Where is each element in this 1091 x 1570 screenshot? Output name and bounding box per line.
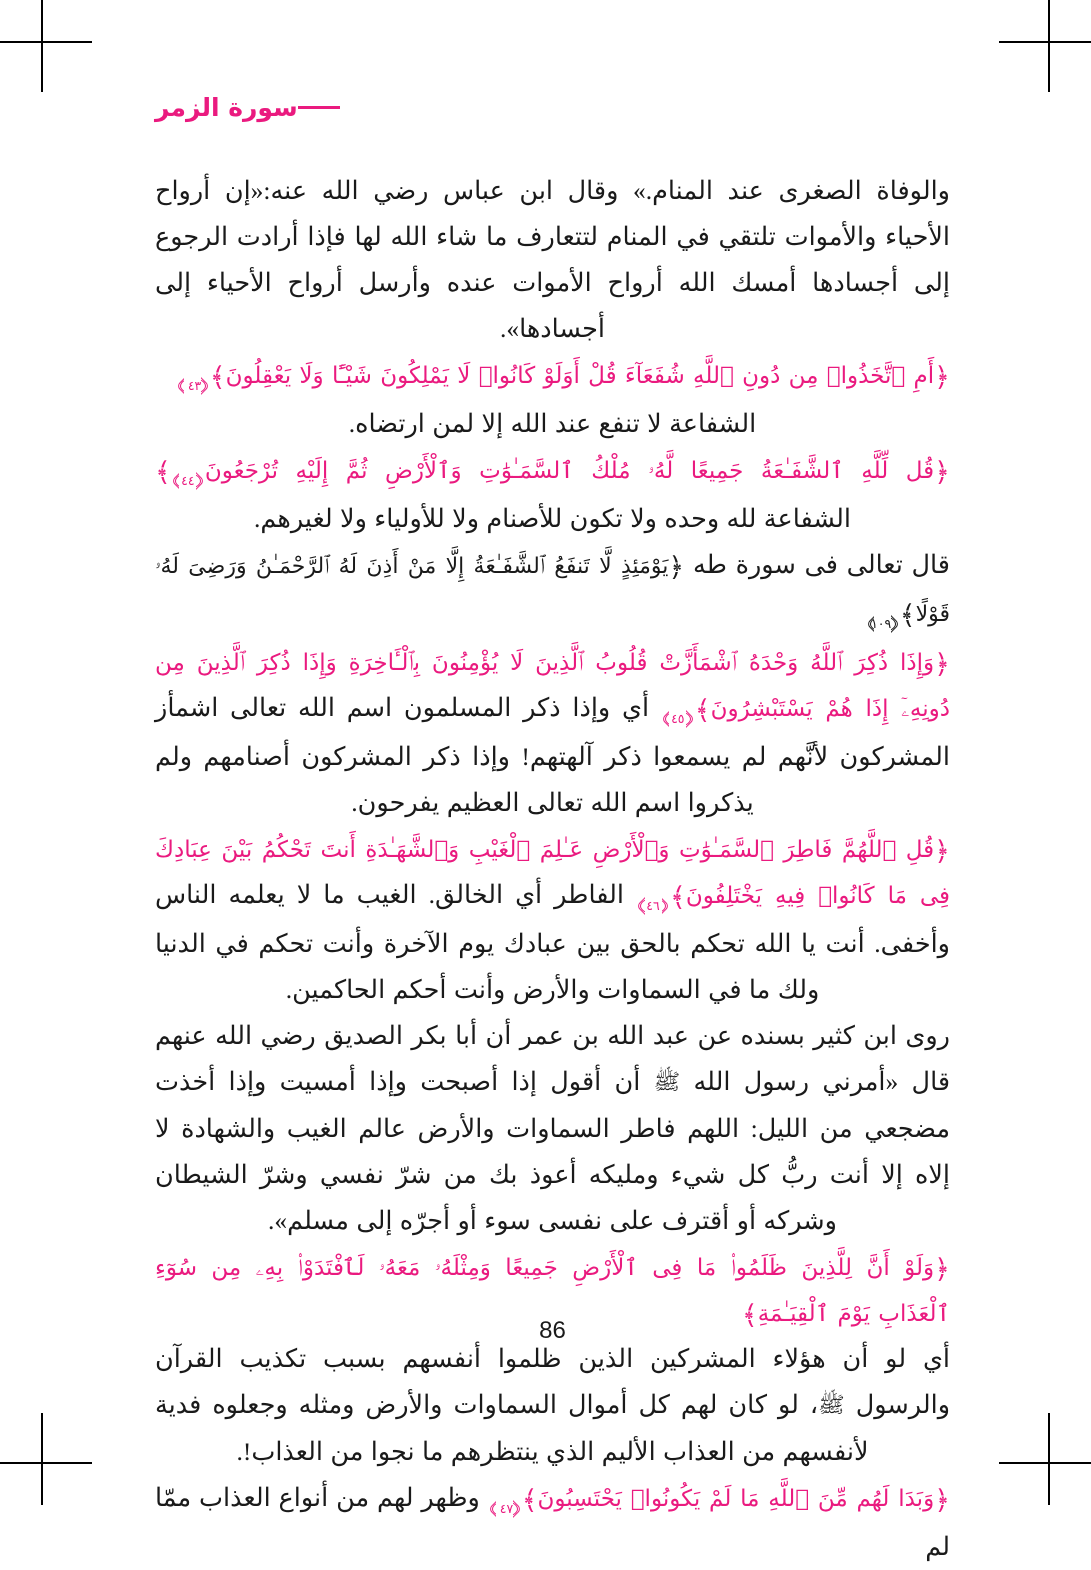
ayah-marker-46: ٤٦: [638, 891, 668, 921]
bracket-close-icon: ﴾: [209, 362, 226, 393]
bracket-open-icon: ﴿: [934, 362, 950, 393]
bracket-open-icon: ﴿: [934, 836, 950, 867]
header-dash-rule: [298, 106, 340, 109]
taha-verse-block: [155, 542, 950, 639]
hadith-body: أن أقول إذا أصبحت وإذا أمسيت وإذا أخذت مضجعي من الليل: اللهم فاطر السماوات والأرض عالم الغيب والشهادة لا إلاه إلا أنت ربُّ كل شيء ومليكه أعوذ بك من شرّ نفسي وشرّ الشيطان وشركه أو أقترف على نفسى سوء أو أجرّه إلى مسلم».: [155, 1067, 950, 1235]
bracket-close-icon: ﴾: [694, 695, 711, 726]
verse-44-block: [155, 447, 950, 542]
commentary-47-block: [155, 1336, 950, 1475]
verse-46-block: [155, 826, 950, 1013]
verse-43-block: [155, 352, 950, 401]
bracket-open-icon: ﴿: [934, 649, 950, 680]
salawat-icon: ﷺ: [818, 1393, 845, 1418]
paragraph-continuation: والوفاة الصغرى عند المنام.» وقال ابن عباس رضي الله عنه:«إن أرواح الأحياء والأموات تلتقي في المنام لتتعارف ما شاء الله لها فإذا أرادت الرجوع إلى أجسادها أمسك الله أرواح الأموات عنده وأرسل أرواح الأحياء إلى أجسادها».: [155, 176, 950, 343]
verse-43-text: أَمِ ٱتَّخَذُوا۟ مِن دُونِ ٱللَّهِ شُفَعَآءَ قُلْ أَوَلَوْ كَانُوا۟ لَا يَمْلِكُونَ شَيْـًٔا وَلَا يَعْقِلُونَ: [225, 363, 935, 389]
verse-44-quran: [155, 457, 950, 488]
commentary-43: الشفاعة لا تنفع عند الله إلا لمن ارتضاه.: [348, 409, 757, 438]
ayah-marker-43: ٤٣: [178, 371, 208, 401]
ayah-marker-48: ٤٧: [490, 1494, 520, 1524]
verse-44-text: قُل لِّلَّهِ ٱلشَّفَـٰعَةُ جَمِيعًا لَّهُۥ مُلْكُ ٱلسَّمَـٰوَٰتِ وَٱلْأَرْضِ ثُمَّ إِلَيْهِ تُرْجَعُونَ: [204, 458, 935, 484]
bracket-open-icon: ﴿: [934, 457, 950, 488]
verse-45-text: وَإِذَا ذُكِرَ ٱللَّهُ وَحْدَهُ ٱشْمَأَزَّتْ قُلُوبُ ٱلَّذِينَ لَا يُؤْمِنُونَ بِٱلْـَٔاخِرَةِ وَإِذَا ذُكِرَ ٱلَّذِينَ مِن دُونِهِۦٓ إِذَا هُمْ يَسْتَبْشِرُونَ: [155, 650, 950, 722]
commentary-46: الفاطر أي الخالق. الغيب ما لا يعلمه الناس وأخفى. أنت يا الله تحكم بالحق بين عبادك يوم الآخرة وأنت تحكم في الدنيا ولك ما في السماوات والأرض وأنت أحكم الحاكمين.: [155, 880, 950, 1004]
verse-48-quran: [488, 1485, 951, 1516]
verse-43-quran: [176, 362, 950, 393]
verse-48-text: وَبَدَا لَهُم مِّنَ ٱللَّهِ مَا لَمْ يَكُونُوا۟ يَحْتَسِبُونَ: [537, 1486, 935, 1512]
hadith-block: [155, 1013, 950, 1244]
ayah-marker-taha-109: ١٠٩: [868, 609, 898, 639]
crop-mark-bottom-right-horizontal: [999, 1462, 1091, 1464]
ayah-marker-44: ٤٤: [173, 466, 203, 496]
commentary-47-part1: أي لو أن هؤلاء المشركين الذين ظلموا أنفسهم بسبب تكذيب القرآن والرسول: [155, 1344, 951, 1419]
commentary-44: الشفاعة لله وحده ولا تكون للأصنام ولا للأولياء ولا لغيرهم.: [254, 504, 851, 533]
bracket-open-icon: ﴿: [934, 1485, 951, 1516]
bracket-close-icon: ﴾: [521, 1485, 538, 1516]
bracket-close-icon: ﴾: [741, 1300, 758, 1331]
page-number: 86: [539, 1317, 566, 1344]
commentary-48: وظهر لهم من أنواع العذاب ممّا لم: [155, 1483, 950, 1561]
crop-mark-top-left-vertical: [41, 0, 43, 92]
page-content: [155, 93, 951, 1561]
crop-mark-top-left-horizontal: [0, 41, 92, 43]
crop-mark-bottom-left-horizontal: [0, 1462, 92, 1464]
bracket-open-icon: ﴿: [934, 1254, 950, 1285]
verse-48-block: [155, 1475, 950, 1570]
commentary-45: أي وإذا ذكر المسلمون اسم الله تعالى اشمأز المشركون لأنَّهم لم يسمعوا ذكر آلهتهم! وإذا ذكر المشركون أصنامهم ولم يذكروا اسم الله تعالى العظيم يفرحون.: [155, 693, 950, 817]
crop-mark-top-right-horizontal: [999, 41, 1091, 43]
crop-mark-top-right-vertical: [1048, 0, 1050, 92]
verse-45-block: [155, 639, 950, 826]
bracket-open-icon: ﴿: [668, 552, 685, 583]
running-header: [155, 95, 950, 120]
hadith-intro: روى ابن كثير بسنده عن عبد الله بن عمر أن أبا بكر الصديق رضي الله عنهم قال «أمرني رسول الله: [155, 1021, 951, 1096]
taha-verse-text: يَوْمَئِذٍ لَّا تَنفَعُ ٱلشَّفَـٰعَةُ إِلَّا مَنْ أَذِنَ لَهُ ٱلرَّحْمَـٰنُ وَرَضِىَ لَهُۥ قَوْلًا: [155, 554, 950, 627]
salawat-icon: ﷺ: [653, 1070, 681, 1095]
verse-47-text: وَلَوْ أَنَّ لِلَّذِينَ ظَلَمُوا۟ مَا فِى ٱلْأَرْضِ جَمِيعًا وَمِثْلَهُۥ مَعَهُۥ لَٱفْتَدَوْا۟ بِهِۦ مِن سُوٓءِ ٱلْعَذَابِ يَوْمَ ٱلْقِيَـٰمَةِ: [155, 1255, 950, 1327]
bracket-close-icon: ﴾: [670, 882, 686, 913]
ayah-marker-45: ٤٥: [663, 704, 693, 734]
bracket-close-icon: ﴾: [899, 600, 916, 631]
commentary-47-part2: ، لو كان لهم كل أموال السماوات والأرض ومثله وجعلوه فدية لأنفسهم من العذاب الأليم الذي ينتظرهم ما نجوا من العذاب!.: [155, 1390, 869, 1466]
taha-intro: قال تعالى فى سورة طه: [692, 550, 950, 579]
bracket-close-icon: ﴾: [155, 457, 171, 488]
surah-title: سورة الزمر: [155, 93, 298, 122]
verse-46-text: قُلِ ٱللَّهُمَّ فَاطِرَ ٱلسَّمَـٰوَٰتِ وَٱلْأَرْضِ عَـٰلِمَ ٱلْغَيْبِ وَٱلشَّهَـٰدَةِ أَنتَ تَحْكُمُ بَيْنَ عِبَادِكَ فِى مَا كَانُوا۟ فِيهِ يَخْتَلِفُونَ: [155, 837, 950, 909]
crop-mark-bottom-left-vertical: [41, 1413, 43, 1505]
crop-mark-bottom-right-vertical: [1048, 1413, 1050, 1505]
